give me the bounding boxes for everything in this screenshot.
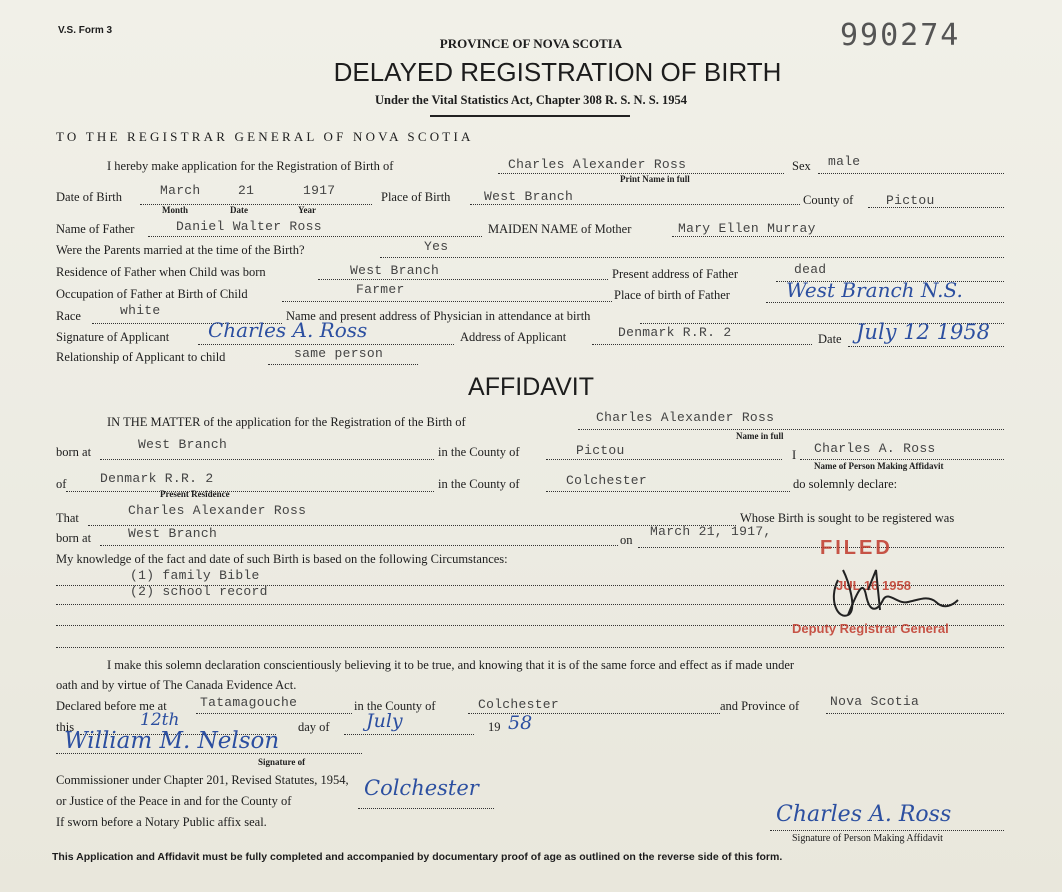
- province-heading: PROVINCE OF NOVA SCOTIA: [439, 36, 623, 51]
- that-label: That: [56, 511, 79, 525]
- declared-label: Declared before me at: [56, 699, 167, 713]
- month-value: July: [366, 710, 403, 732]
- occupation-value: Farmer: [356, 282, 405, 297]
- notary-line: If sworn before a Notary Public affix seal.: [56, 815, 267, 829]
- date-hint: Date: [230, 205, 248, 215]
- filed-stamp: FILED: [820, 537, 893, 559]
- race-value: white: [120, 303, 161, 318]
- registration-number: 990274: [840, 18, 961, 53]
- sex-label: Sex: [792, 159, 811, 173]
- declared-county: Colchester: [478, 697, 560, 712]
- born-at-label: born at: [56, 445, 92, 459]
- residence-value: West Branch: [350, 263, 440, 278]
- on-value: March 21, 1917,: [650, 524, 772, 539]
- this-label: this: [56, 720, 75, 734]
- dob-day: 21: [238, 183, 255, 198]
- father-birthplace-label: Place of birth of Father: [614, 288, 730, 302]
- applicant-signature: Charles A. Ross: [208, 318, 368, 342]
- title-rule: [430, 115, 630, 117]
- dob-year: 1917: [303, 183, 336, 198]
- deponent-signature-hint: Signature of Person Making Affidavit: [792, 833, 943, 844]
- year-hint: Year: [298, 205, 316, 215]
- of-county-value: Colchester: [566, 473, 648, 488]
- footer-note: This Application and Affidavit must be fully completed and accompanied by documentary proof of age as outlined on the reverse side of this form.: [52, 851, 783, 863]
- to-registrar-line: TO THE REGISTRAR GENERAL OF NOVA SCOTIA: [56, 129, 474, 144]
- circumstance-2: (2) school record: [130, 584, 268, 599]
- born-county-label: in the County of: [438, 445, 520, 459]
- whose-birth-label: Whose Birth is sought to be registered was: [740, 511, 955, 525]
- place-value: West Branch: [484, 189, 574, 204]
- act-reference: Under the Vital Statistics Act, Chapter 308 R. S. N. S. 1954: [374, 93, 688, 107]
- present-address-label: Present address of Father: [612, 267, 739, 281]
- matter-name: Charles Alexander Ross: [596, 410, 775, 425]
- deponent-signature: Charles A. Ross: [776, 802, 952, 827]
- registrar-signature-scribble: [818, 560, 968, 640]
- dob-month: March: [160, 183, 201, 198]
- married-label: Were the Parents married at the time of the Birth?: [56, 243, 305, 257]
- father-value: Daniel Walter Ross: [176, 219, 322, 234]
- deputy-registrar-stamp: Deputy Registrar General: [792, 621, 949, 636]
- justice-county: Colchester: [364, 776, 479, 800]
- date-value: July 12 1958: [856, 320, 991, 344]
- on-label: on: [620, 533, 633, 547]
- applicant-address-label: Address of Applicant: [460, 330, 567, 344]
- month-hint: Month: [162, 205, 189, 215]
- married-value: Yes: [424, 239, 449, 254]
- mother-value: Mary Ellen Murray: [678, 221, 816, 236]
- place-label: Place of Birth: [381, 190, 451, 204]
- that-value: Charles Alexander Ross: [128, 503, 307, 518]
- father-birthplace-value: West Branch N.S.: [786, 278, 963, 302]
- day-value: 12th: [140, 710, 180, 730]
- county-label: County of: [803, 193, 854, 207]
- deponent-name: Charles A. Ross: [814, 441, 936, 456]
- born-county-value: Pictou: [576, 443, 625, 458]
- signature-of-hint: Signature of: [258, 757, 306, 767]
- county-value: Pictou: [886, 193, 935, 208]
- date-label: Date: [818, 332, 842, 346]
- declared-place: Tatamagouche: [200, 695, 298, 710]
- name-in-full-hint: Name in full: [736, 431, 784, 441]
- applicant-address-value: Denmark R.R. 2: [618, 325, 732, 340]
- commissioner-signature: William M. Nelson: [64, 728, 280, 754]
- sex-value: male: [828, 154, 861, 169]
- justice-line: or Justice of the Peace in and for the County of: [56, 794, 292, 808]
- mother-label: MAIDEN NAME of Mother: [488, 222, 632, 236]
- affidavit-title: AFFIDAVIT: [468, 373, 594, 401]
- present-address-value: dead: [794, 262, 827, 277]
- year-prefix: 19: [488, 720, 501, 734]
- present-residence-hint: Present Residence: [160, 489, 230, 499]
- born-at2-value: West Branch: [128, 526, 218, 541]
- print-name-hint: Print Name in full: [620, 174, 690, 184]
- race-label: Race: [56, 309, 81, 323]
- dob-label: Date of Birth: [56, 190, 122, 204]
- province-value: Nova Scotia: [830, 694, 920, 709]
- father-label: Name of Father: [56, 222, 135, 236]
- knowledge-label: My knowledge of the fact and date of such Birth is based on the following Circumstances:: [56, 552, 508, 566]
- circumstance-1: (1) family Bible: [130, 568, 260, 583]
- declaration-text-1: I make this solemn declaration conscientiously believing it to be true, and knowing that it is of the same force and effect as if made under: [107, 658, 795, 672]
- of-label: of: [56, 477, 67, 491]
- relationship-value: same person: [294, 346, 384, 361]
- declared-county-label: in the County of: [354, 699, 436, 713]
- occupation-label: Occupation of Father at Birth of Child: [56, 287, 248, 301]
- intro-label: I hereby make application for the Registration of Birth of: [107, 159, 394, 173]
- form-id: V.S. Form 3: [58, 25, 113, 36]
- of-county-label: in the County of: [438, 477, 520, 491]
- commissioner-line: Commissioner under Chapter 201, Revised Statutes, 1954,: [56, 773, 349, 787]
- child-name-value: Charles Alexander Ross: [508, 157, 687, 172]
- day-of-label: day of: [298, 720, 330, 734]
- applicant-signature-label: Signature of Applicant: [56, 330, 170, 344]
- born-at-value: West Branch: [138, 437, 228, 452]
- matter-label: IN THE MATTER of the application for the Registration of the Birth of: [107, 415, 466, 429]
- residence-label: Residence of Father when Child was born: [56, 265, 266, 279]
- deponent-hint: Name of Person Making Affidavit: [814, 461, 944, 471]
- province-label: and Province of: [720, 699, 800, 713]
- declare-label: do solemnly declare:: [793, 477, 898, 491]
- year-value: 58: [508, 712, 533, 734]
- i-label: I: [792, 448, 797, 462]
- declaration-text-2: oath and by virtue of The Canada Evidence Act.: [56, 678, 297, 692]
- physician-label: Name and present address of Physician in attendance at birth: [286, 309, 591, 323]
- form-title: DELAYED REGISTRATION OF BIRTH: [333, 57, 782, 87]
- filed-date-stamp: JUL 16 1958: [836, 578, 911, 593]
- residence-value: Denmark R.R. 2: [100, 471, 214, 486]
- relationship-label: Relationship of Applicant to child: [56, 350, 226, 364]
- born-at2-label: born at: [56, 531, 92, 545]
